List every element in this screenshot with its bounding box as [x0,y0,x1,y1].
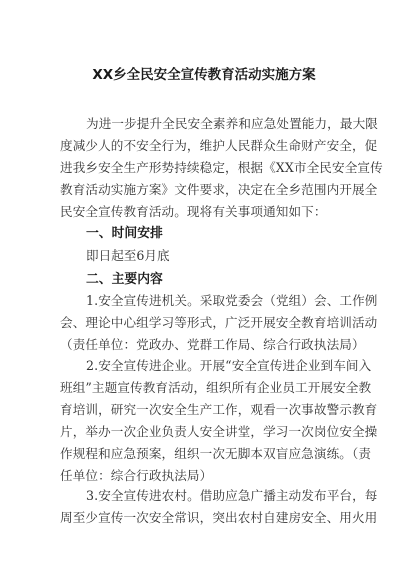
item-line: 作规程和应急预案，组织一次无脚本双盲应急演练。（责 [60,446,372,461]
document-title: XX乡全民安全宣传教育活动实施方案 [92,67,316,83]
item-line: 任单位：综合行政执法局） [60,468,213,483]
item-line: 周至少宣传一次安全常识，突出农村自建房安全、用火用 [60,510,378,525]
content-item-1 [60,290,378,356]
intro-line: 教育活动实施方案》文件要求，决定在全乡范围内开展全 [60,182,378,197]
intro-line: 民安全宣传教育活动。现将有关事项通知如下： [60,204,327,219]
item-line: 1.安全宣传进机关。采取党委会（党组）会、工作例 [86,293,378,308]
item-line: 会、理论中心组学习等形式，广泛开展安全教育培训活动 [60,315,378,330]
section-heading-content: 二、主要内容 [86,272,163,287]
item-line: 片，举办一次企业负责人安全讲堂，学习一次岗位安全操 [60,424,378,439]
item-line: 3.安全宣传进农村。借助应急广播主动发布平台，每 [86,488,378,503]
content-item-2 [60,355,378,487]
section-heading-time: 一、时间安排 [86,226,163,241]
item-line: 2.安全宣传进企业。开展“安全宣传进企业到车间入 [86,358,372,373]
intro-line: 进我乡安全生产形势持续稳定，根据《XX市全民安全宣传 [60,160,383,175]
item-line: 班组”主题宣传教育活动，组织所有企业员工开展安全教 [60,380,372,395]
section-time-text: 即日起至6月底 [86,248,170,263]
intro-line: 度减少人的不安全行为，维护人民群众生命财产安全，促 [60,138,378,153]
intro-line: 为进一步提升全民安全素养和应急处置能力，最大限 [86,116,378,131]
intro-paragraph [60,113,383,223]
item-line: 育培训，研究一次安全生产工作，观看一次事故警示教育 [60,402,378,417]
item-line: （责任单位：党政办、党群工作局、综合行政执法局） [60,337,365,352]
content-item-3 [60,485,378,529]
